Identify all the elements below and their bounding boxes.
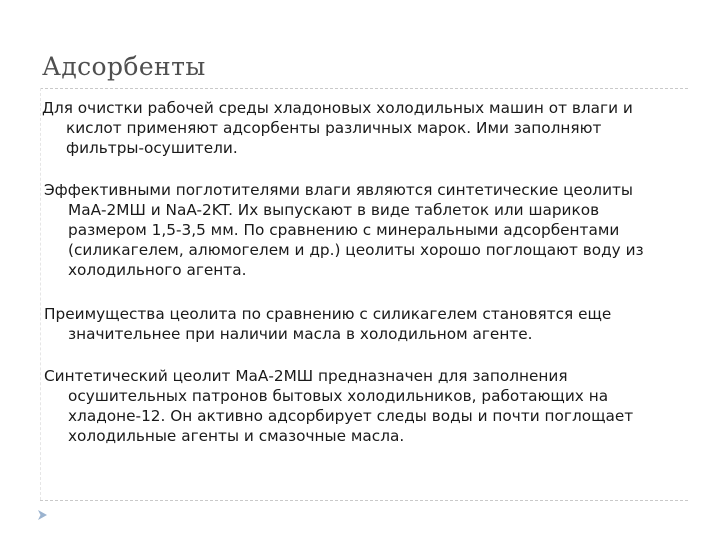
paragraph-2: Эффективными поглотителями влаги являются синтетические цеолиты МаА-2МШ и NaA-2KT. Их выпускают в виде таблеток или шариков размером 1,5-3,5 мм. По сравнению с минеральными адсорбентами (силикагелем, алюмогелем и др.) цеолиты хорошо поглощают воду из холодильного агента. <box>44 181 644 279</box>
slide-body <box>42 98 678 467</box>
left-guide-line <box>40 88 41 500</box>
slide-title: Адсорбенты <box>42 52 206 81</box>
paragraph-3: Преимущества цеолита по сравнению с силикагелем становятся еще значительнее при наличии масла в холодильном агенте. <box>44 305 612 343</box>
title-divider <box>40 88 688 89</box>
paragraph-4: Синтетический цеолит МаА-2МШ предназначен для заполнения осушительных патронов бытовых холодильников, работающих на хладоне-12. Он активно адсорбирует следы воды и почти поглощает холодильные агенты и смазочные масла. <box>44 367 634 445</box>
triangle-arrow-icon <box>36 509 48 521</box>
footer-divider <box>40 500 688 501</box>
paragraph-1: Для очистки рабочей среды хладоновых холодильных машин от влаги и кислот применяют адсорбенты различных марок. Ими заполняют фильтры-осушители. <box>42 99 633 157</box>
